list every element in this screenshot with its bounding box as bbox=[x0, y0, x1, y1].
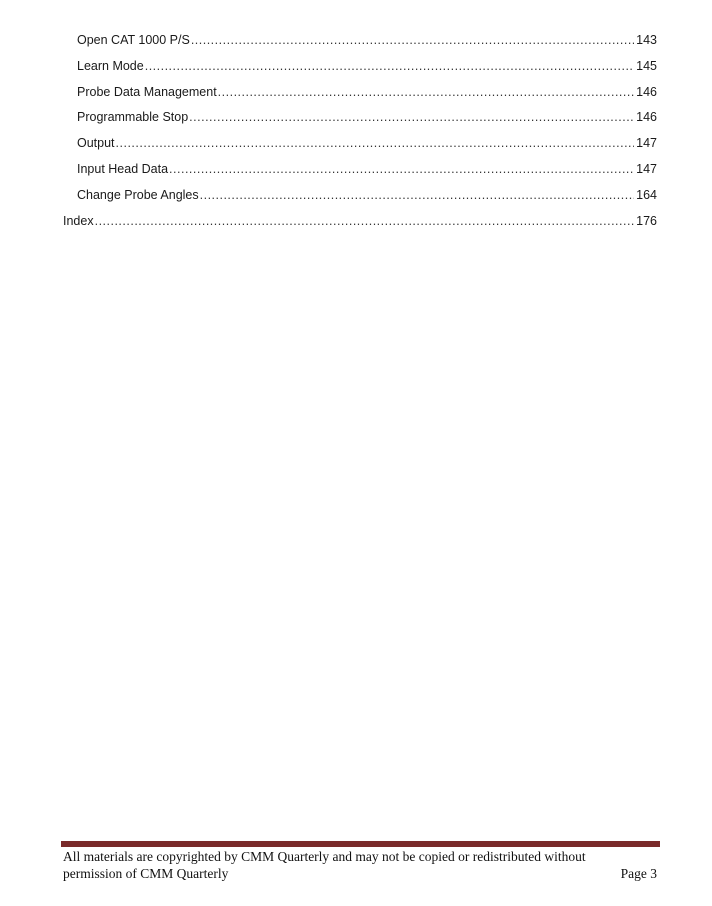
page-number: Page 3 bbox=[620, 865, 657, 881]
toc-dot-leader bbox=[95, 212, 635, 230]
footer-divider bbox=[61, 841, 660, 847]
toc-entry-probe-data-management[interactable] bbox=[63, 83, 657, 109]
toc-entry-page: 146 bbox=[636, 84, 657, 99]
toc-dot-leader bbox=[189, 108, 634, 126]
toc-entry-page: 145 bbox=[636, 58, 657, 73]
table-of-contents bbox=[63, 31, 657, 237]
copyright-notice-line-1: All materials are copyrighted by CMM Quarterly and may not be copied or redistributed without bbox=[63, 849, 586, 864]
toc-dot-leader bbox=[169, 160, 634, 178]
toc-entry-input-head-data[interactable] bbox=[63, 160, 657, 186]
page-footer bbox=[63, 849, 657, 882]
toc-entry-title: Probe Data Management bbox=[77, 84, 217, 99]
copyright-notice-line-2: permission of CMM Quarterly bbox=[63, 865, 229, 881]
toc-dot-leader bbox=[145, 57, 634, 75]
toc-dot-leader bbox=[191, 31, 634, 49]
toc-entry-learn-mode[interactable] bbox=[63, 57, 657, 83]
toc-entry-title: Learn Mode bbox=[77, 58, 144, 73]
toc-entry-page: 164 bbox=[636, 187, 657, 202]
toc-entry-page: 146 bbox=[636, 110, 657, 125]
toc-entry-output[interactable] bbox=[63, 134, 657, 160]
toc-entry-change-probe-angles[interactable] bbox=[63, 186, 657, 212]
toc-entry-title: Index bbox=[63, 213, 94, 228]
footer-line-1 bbox=[63, 849, 657, 866]
toc-dot-leader bbox=[218, 83, 634, 101]
toc-entry-open-cat-1000[interactable] bbox=[63, 31, 657, 57]
toc-entry-title: Output bbox=[77, 136, 115, 151]
toc-entry-title: Input Head Data bbox=[77, 161, 169, 176]
toc-entry-page: 143 bbox=[636, 33, 657, 47]
toc-entry-programmable-stop[interactable] bbox=[63, 108, 657, 134]
toc-entry-title: Programmable Stop bbox=[77, 110, 189, 125]
footer-line-2 bbox=[63, 866, 657, 883]
toc-entry-page: 147 bbox=[636, 161, 657, 176]
toc-dot-leader bbox=[116, 134, 635, 152]
toc-entry-title: Change Probe Angles bbox=[77, 187, 199, 202]
toc-entry-page: 176 bbox=[636, 213, 657, 228]
toc-entry-page: 147 bbox=[636, 136, 657, 151]
toc-entry-index[interactable] bbox=[63, 212, 657, 238]
toc-entry-title: Open CAT 1000 P/S bbox=[77, 33, 190, 47]
toc-dot-leader bbox=[200, 186, 635, 204]
